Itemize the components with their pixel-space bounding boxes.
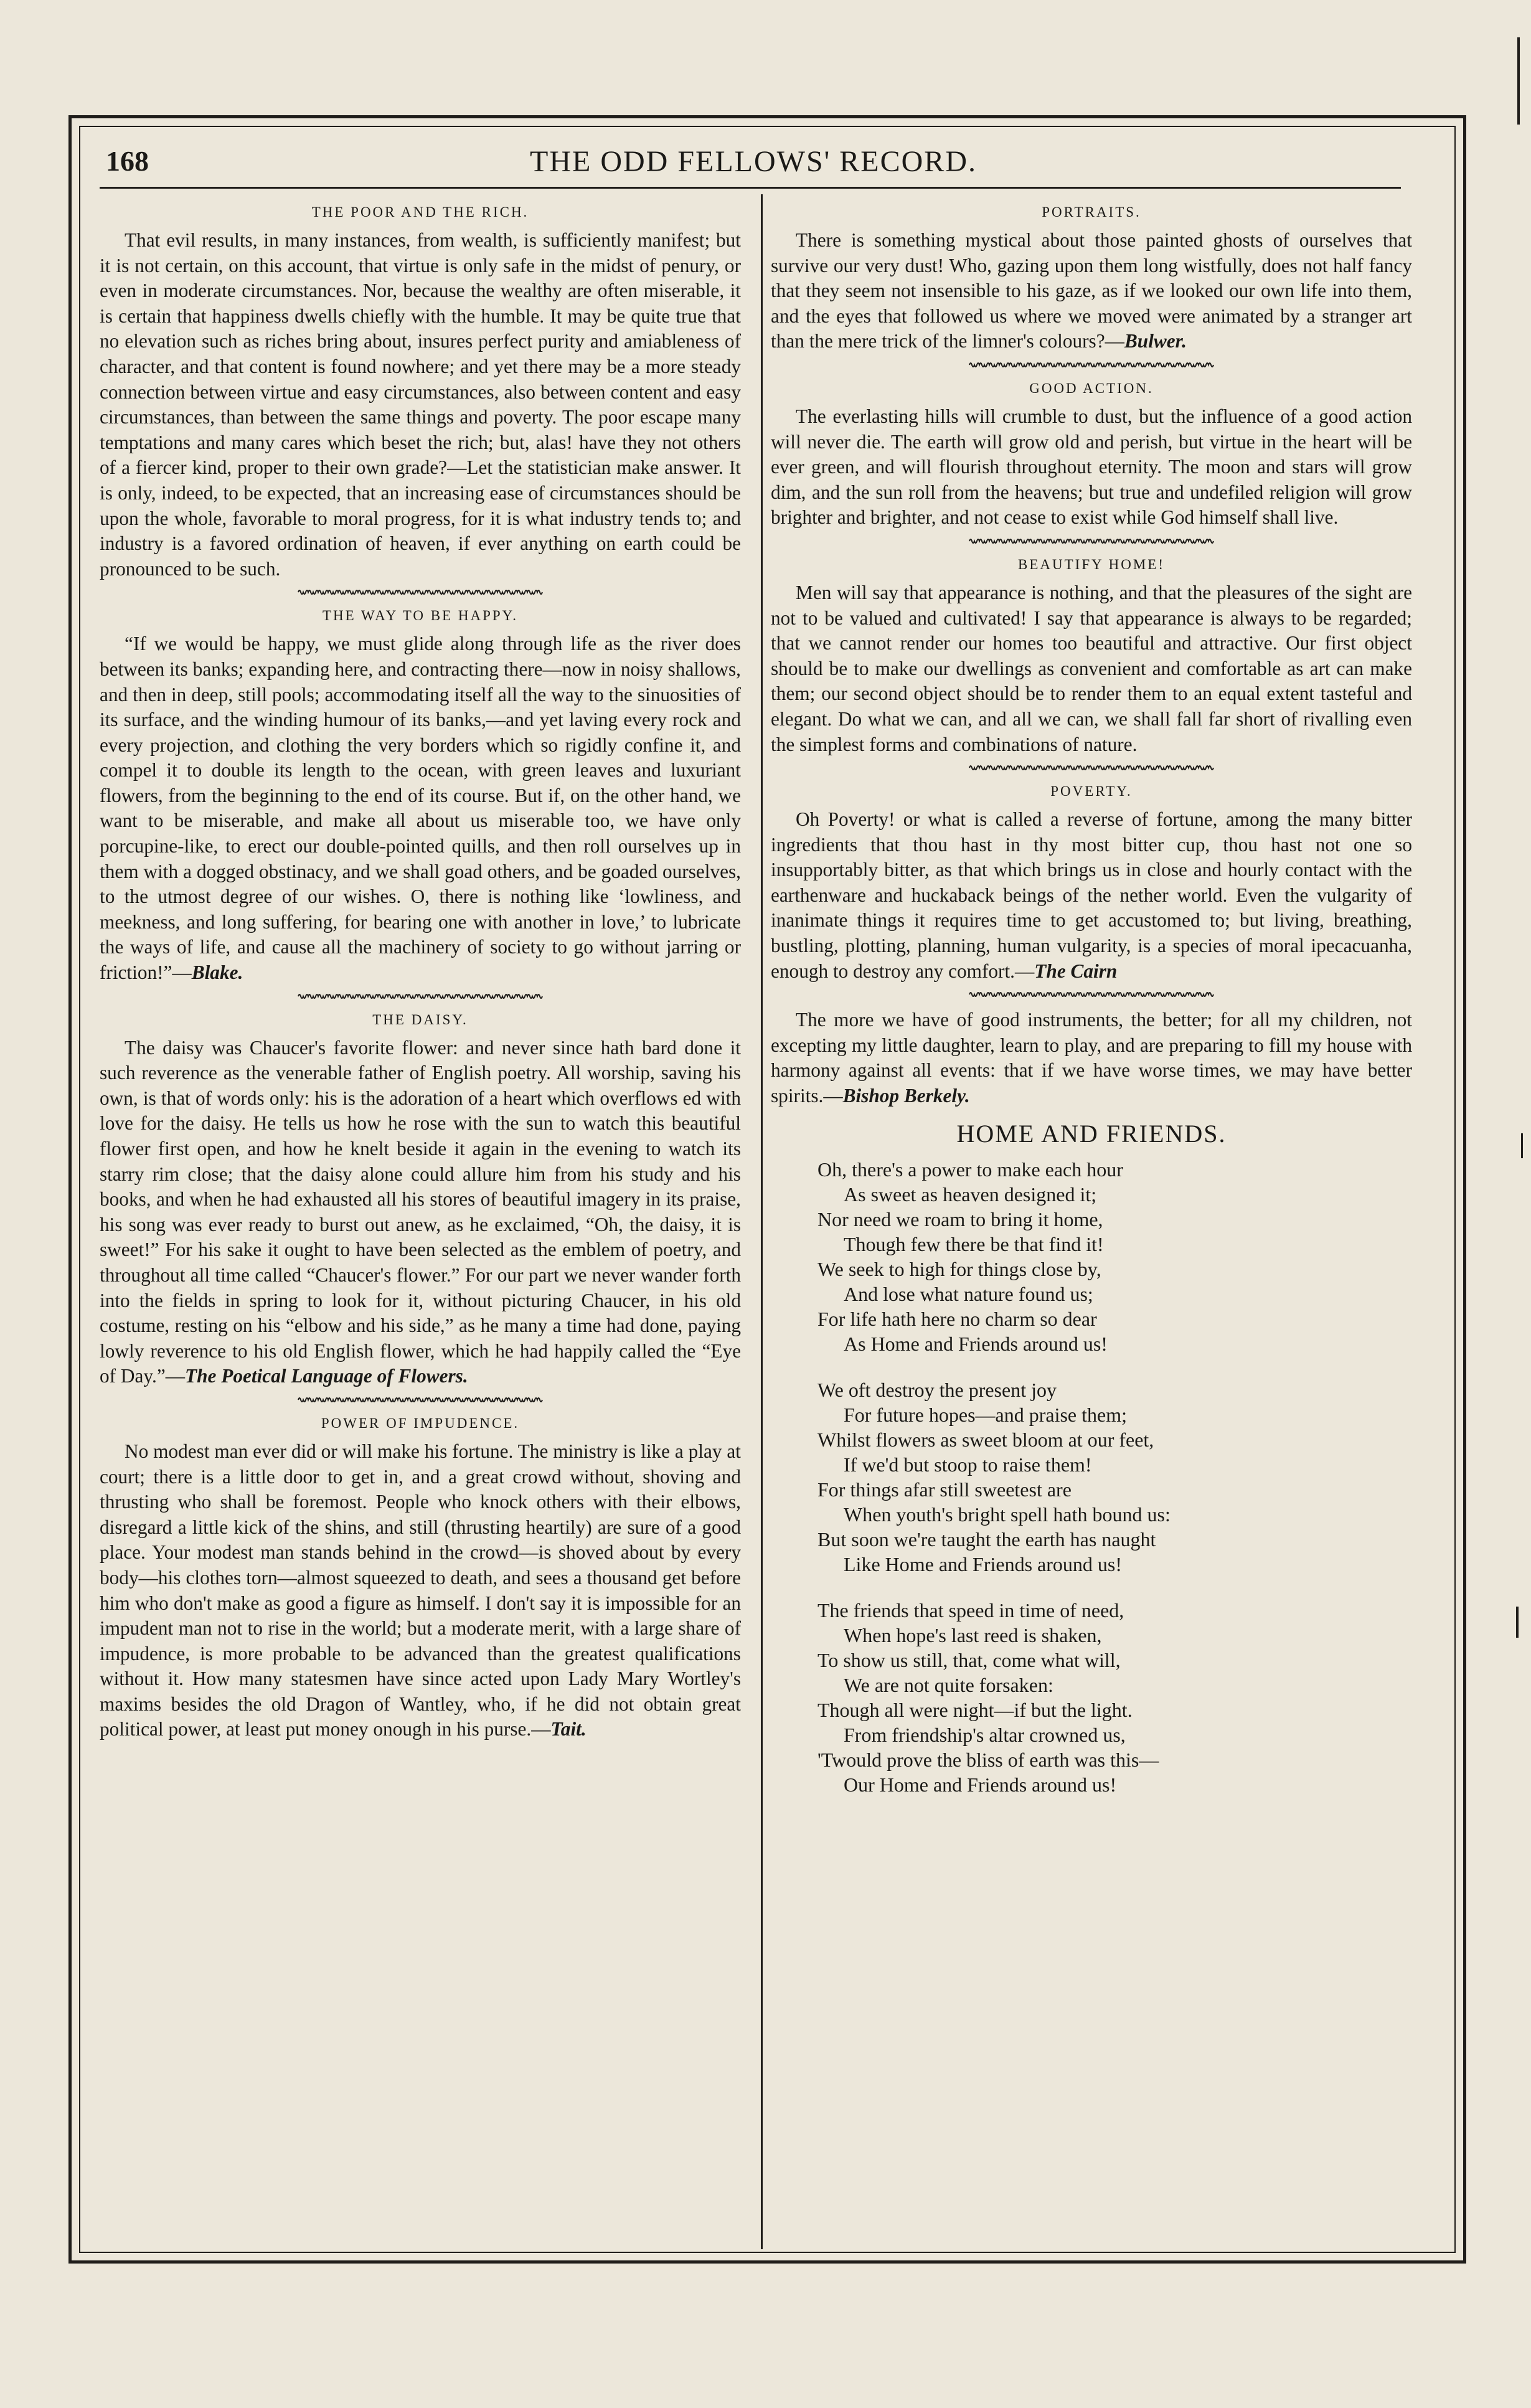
poem-body <box>817 1157 1412 1797</box>
poem-line: Whilst flowers as sweet bloom at our feet, <box>817 1428 1154 1451</box>
article-source: The Cairn <box>1034 960 1118 982</box>
poem-line: As sweet as heaven designed it; <box>844 1183 1097 1206</box>
poem-line: Oh, there's a power to make each hour <box>817 1158 1123 1181</box>
article <box>771 1008 1412 1108</box>
article-source: Blake. <box>191 961 243 984</box>
poem-line: The friends that speed in time of need, <box>817 1598 1124 1622</box>
article <box>100 1012 741 1389</box>
article-body <box>771 807 1412 984</box>
right-column <box>771 198 1412 1818</box>
article-heading: POVERTY. <box>1050 783 1133 800</box>
article-source: Bishop Berkely. <box>842 1085 970 1107</box>
article <box>771 380 1412 531</box>
article-text: The daisy was Chaucer's favorite flower: and never since hath bard done it such reverence as the venerable father of English poetry. All worship, saving his own, is that of words only: his is the adoration of a heart which overflows ed with love for the daisy. He tells us how he rose with the sun to watch this beautiful flower first open, and how he knelt beside it again in the evening to watch its starry rim close; that the daisy alone could allure him from his study and his books, and when he had exhausted all his stores of beautiful imagery in its praise, his song was ever ready to burst out anew, as he exclaimed, “Oh, the daisy, it is sweet!” For his sake it ought to have been selected as the emblem of poetry, and throughout all time called “Chaucer's flower.” For our part we never wander forth into the fields in spring to look for it, without picturing Chaucer, in his old costume, resting on his “elbow and his side,” as he many a time had done, paying lowly reverence to his old English flower, which he had happily called the “Eye of Day.”— <box>100 1036 741 1387</box>
margin-mark <box>1521 1133 1523 1158</box>
poem-line: For future hopes—and praise them; <box>844 1403 1127 1426</box>
page-header <box>100 144 1407 182</box>
article-heading: BEAUTIFY HOME! <box>1018 556 1165 572</box>
section-divider-squiggle <box>296 987 545 1006</box>
article-text: That evil results, in many instances, from wealth, is sufficiently manifest; but it is not certain, on this account, that virtue is only safe in the midst of penury, or even in moderate circumstances. Nor, because the wealthy are often miserable, it is certain that happiness dwells chiefly with the humble. It may be quite true that no elevation such as riches bring about, insures perfect purity and amiableness of character, and that content is found nowhere; and yet there may be a more steady connection between virtue and easy circumstances, also between content and easy circumstances, than between the same things and poverty. The poor escape many temptations and many cares which beset the rich; but, alas! have they not others of a fiercer kind, proper to their own grade?—Let the statistician make answer. It is only, indeed, to be expected, that an increasing ease of circumstances should be upon the whole, favorable to moral progress, for it is what industry tends to; and industry is a favored ordination of heaven, if ever anything on earth could be pronounced to be such. <box>100 229 741 580</box>
poem-line: Though few there be that find it! <box>844 1232 1104 1255</box>
article-text: Oh Poverty! or what is called a reverse of fortune, among the many bitter ingredients that thou hast in thy most bitter cup, thou hast not one so insupportably bitter, as that which brings us in close and hourly contact with the earthenware and huckaback beings of the nether world. Even the vulgarity of inanimate things it requires time to get accustomed to; but living, breathing, bustling, plotting, planning, human vulgarity, is a species of moral ipecacuanha, enough to destroy any comfort.— <box>771 808 1412 982</box>
section-divider-squiggle <box>967 532 1216 550</box>
poem-line: When youth's bright spell hath bound us: <box>844 1503 1171 1526</box>
article-source: Tait. <box>550 1718 586 1740</box>
article-body <box>100 631 741 985</box>
section-divider-squiggle <box>967 985 1216 1004</box>
poem-line: Like Home and Friends around us! <box>844 1552 1123 1575</box>
article <box>771 204 1412 354</box>
article-source: The Poetical Language of Flowers. <box>185 1365 468 1387</box>
poem-line: From friendship's altar crowned us, <box>844 1723 1126 1746</box>
article-text: No modest man ever did or will make his fortune. The ministry is like a play at court; there is a little door to get in, and a great crowd without, shoving and thrusting who shall be foremost. People who knock others with their elbows, disregard a little kick of the shins, and still (thrusting heartily) are sure of a good place. Your modest man stands behind in the crowd—is shoved about by every body—his clothes torn—almost squeezed to death, and sees a thousand get before him who don't make as good a figure as himself. I don't say it is impossible for an impudent man not to rise in the world; but a moderate merit, with a large share of impudence, is more probable to be advanced than the greatest qualifications without it. How many statesmen have since acted upon Lady Mary Wortley's maxims besides the old Dragon of Wantley, who, if he did not obtain great political power, at least put money onough in his purse.— <box>100 1440 741 1740</box>
section-divider-squiggle <box>967 758 1216 777</box>
article-body <box>100 1439 741 1742</box>
article-heading: POWER OF IMPUDENCE. <box>321 1415 520 1431</box>
poem-line: To show us still, that, come what will, <box>817 1648 1121 1671</box>
poem <box>771 1119 1412 1797</box>
article-text: Men will say that appearance is nothing, and that the pleasures of the sight are not to be valued and cultivated! I say that appearance is always to be regarded; that we cannot render our homes too beautiful and attractive. Our first object should be to make our dwellings as convenient and comfortable as art can make them; our second object should be to render them to an equal extent tasteful and elegant. Do what we can, and all we can, we shall fall far short of rivalling even the simplest forms and combinations of nature. <box>771 581 1412 755</box>
article <box>771 557 1412 757</box>
article-body <box>771 580 1412 757</box>
poem-line: And lose what nature found us; <box>844 1282 1093 1305</box>
article-heading: PORTRAITS. <box>1042 204 1141 220</box>
article <box>100 204 741 582</box>
poem-line: If we'd but stoop to raise them! <box>844 1453 1092 1476</box>
article-text: The more we have of good instruments, the better; for all my children, not excepting my little daughter, learn to play, and are preparing to fill my house with harmony against all events: that if we have worse times, we may have better spirits.— <box>771 1009 1412 1107</box>
poem-line: We oft destroy the present joy <box>817 1378 1057 1401</box>
article-text: “If we would be happy, we must glide along through life as the river does between its banks; expanding here, and contracting there—now in noisy shallows, and then in deep, still pools; accommodating itself all the way to the sinuosities of its surface, and the winding humour of its banks,—and yet laving every rock and every projection, and clothing the very borders which so rigidly confine it, and compel it to double its length to the ocean, with green leaves and luxuriant flowers, from the beginning to the end of its course. But if, on the other hand, we want to be miserable, and make all about us miserable too, we have only porcupine-like, to erect our double-pointed quills, and then roll ourselves up in them with a dogged obstinacy, and we shall goad others, and be goaded ourselves, to the utmost degree of our wishes. O, there is nothing like ‘lowliness, and meekness, and long suffering, for bearing one with another in love,’ to lubricate the ways of life, and cause all the machinery of society to go without jarring or friction!”— <box>100 633 741 984</box>
article <box>771 783 1412 984</box>
margin-mark <box>1516 1607 1519 1638</box>
header-rule <box>100 187 1401 189</box>
article-source: Bulwer. <box>1124 330 1187 352</box>
article-body <box>100 228 741 582</box>
poem-line: As Home and Friends around us! <box>844 1332 1108 1355</box>
article <box>100 1415 741 1742</box>
journal-title: THE ODD FELLOWS' RECORD. <box>530 145 977 178</box>
poem-line: We seek to high for things close by, <box>817 1257 1101 1280</box>
poem-stanza <box>817 1377 1412 1577</box>
poem-stanza <box>817 1157 1412 1356</box>
poem-line: Though all were night—if but the light. <box>817 1698 1133 1721</box>
article-heading: THE WAY TO BE HAPPY. <box>322 608 519 624</box>
poem-line: Nor need we roam to bring it home, <box>817 1207 1103 1230</box>
article-text: There is something mystical about those painted ghosts of ourselves that survive our very dust! Who, gazing upon them long wistfully, does not half fancy that they seem not insensible to his gaze, as if we looked our own life into them, and the eyes that followed us where we moved were animated by a stranger art than the mere trick of the limner's colours?— <box>771 229 1412 352</box>
article-heading: GOOD ACTION. <box>1029 380 1154 396</box>
poem-line: For things afar still sweetest are <box>817 1478 1072 1501</box>
column-divider <box>761 194 763 2249</box>
article-heading: THE POOR AND THE RICH. <box>311 204 529 220</box>
right-articles <box>771 204 1412 1109</box>
poem-line: 'Twould prove the bliss of earth was this— <box>817 1748 1159 1771</box>
article-body <box>771 404 1412 531</box>
page-number: 168 <box>106 145 149 177</box>
article-body <box>100 1036 741 1389</box>
poem-line: When hope's last reed is shaken, <box>844 1623 1102 1646</box>
article-text: The everlasting hills will crumble to dust, but the influence of a good action will never die. The earth will grow old and perish, but virtue in the heart will be ever green, and will flourish throughout eternity. The moon and stars will grow dim, and the sun roll from the heavens; but true and undefiled religion will grow brighter and brighter, and not cease to exist while God himself shall live. <box>771 405 1412 529</box>
poem-line: We are not quite forsaken: <box>844 1673 1053 1696</box>
poem-title: HOME AND FRIENDS. <box>956 1119 1227 1148</box>
section-divider-squiggle <box>967 356 1216 374</box>
section-divider-squiggle <box>296 1391 545 1409</box>
left-column <box>100 198 741 1742</box>
poem-line: Our Home and Friends around us! <box>844 1773 1117 1796</box>
article <box>100 608 741 985</box>
poem-line: But soon we're taught the earth has naught <box>817 1527 1156 1551</box>
margin-mark <box>1517 37 1520 125</box>
poem-stanza <box>817 1598 1412 1797</box>
article-body <box>771 1008 1412 1108</box>
article-heading: THE DAISY. <box>372 1011 468 1027</box>
section-divider-squiggle <box>296 583 545 602</box>
poem-line: For life hath here no charm so dear <box>817 1307 1097 1330</box>
article-body <box>771 228 1412 354</box>
